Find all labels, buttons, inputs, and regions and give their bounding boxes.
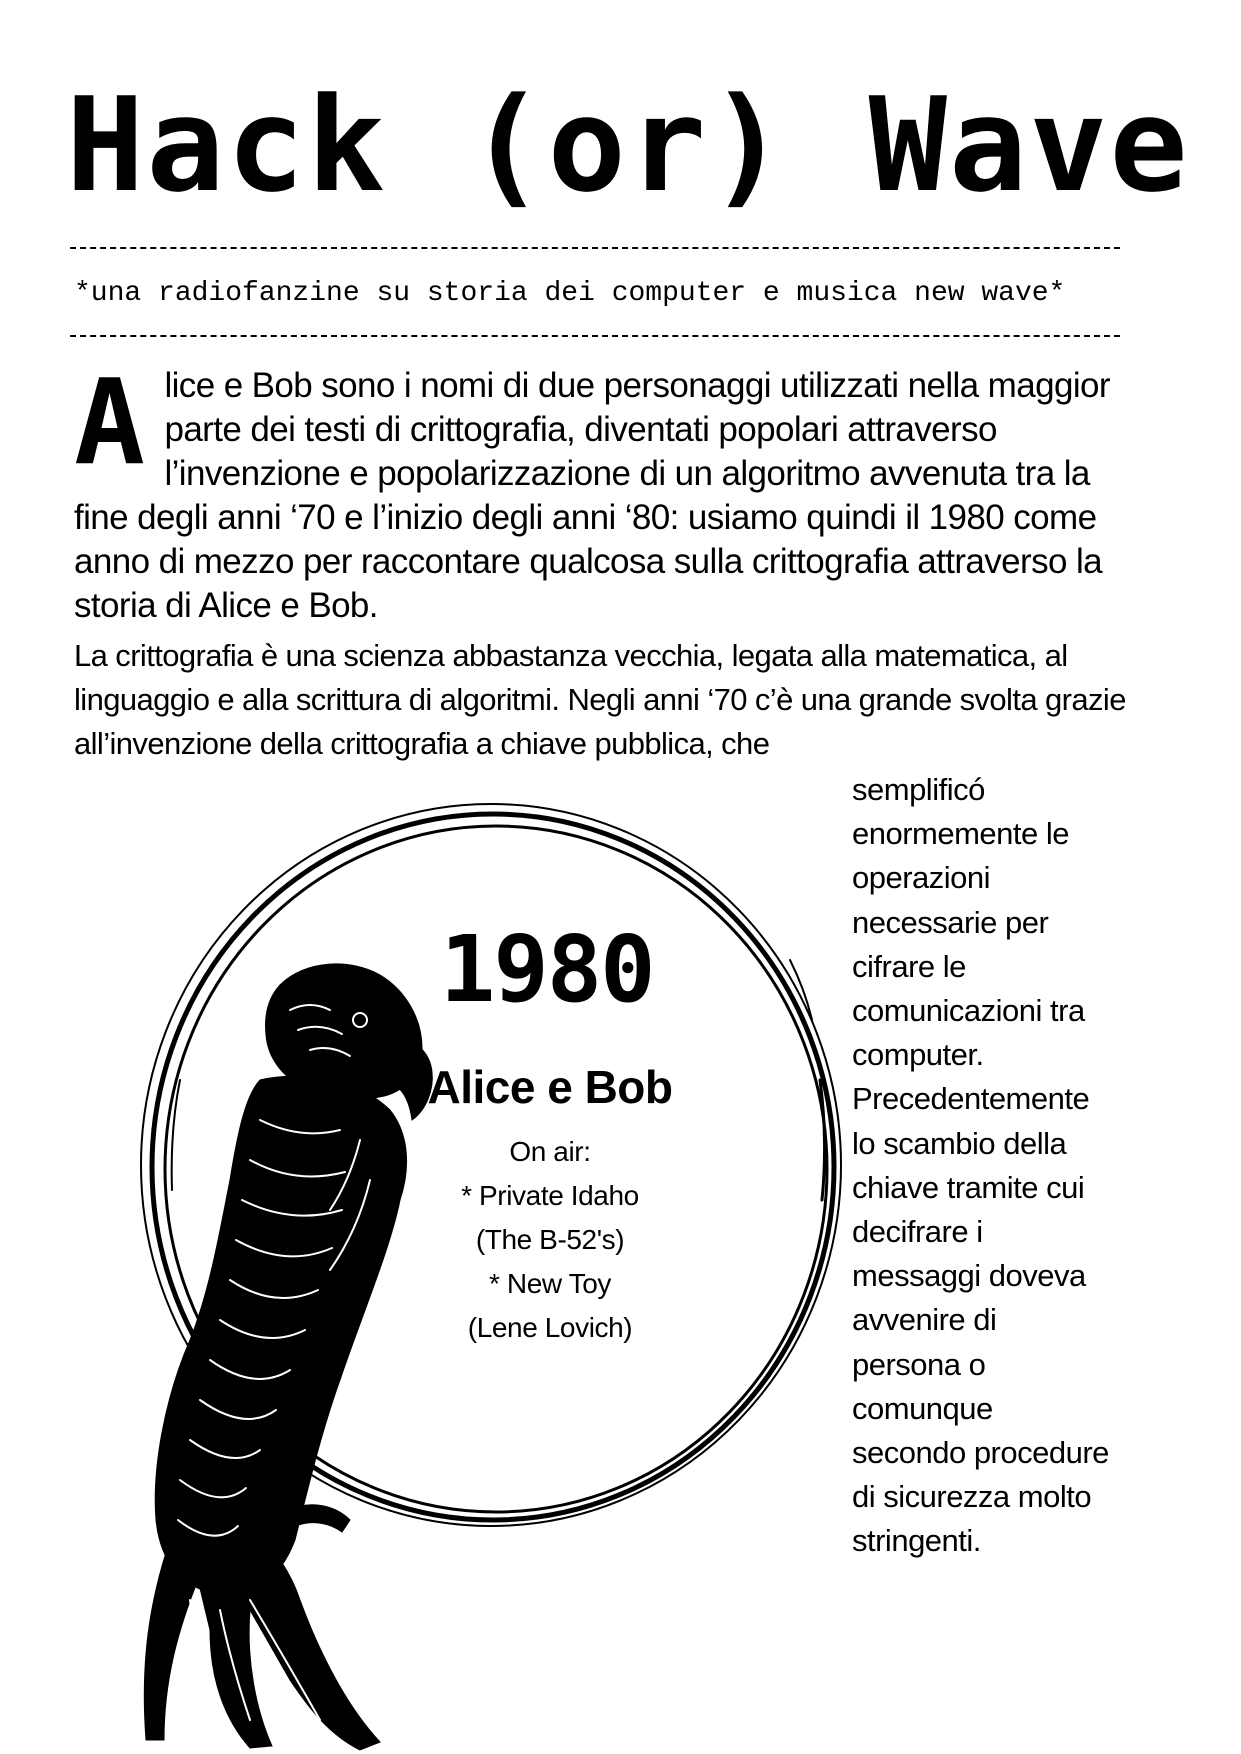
side-column [852, 768, 1142, 1564]
illustration [60, 780, 850, 1754]
side-column-line: chiave tramite cui [852, 1169, 1085, 1205]
zine-title: Hack (or) Wave [66, 69, 1190, 221]
side-column-line: operazioni [852, 860, 991, 896]
dashed-rule-bottom [70, 335, 1120, 337]
drop-cap: A [74, 353, 145, 491]
onair-label: On air: [509, 1136, 591, 1167]
side-column-line: lo scambio della [852, 1125, 1067, 1161]
onair-item: (The B-52's) [475, 1224, 625, 1255]
badge-year: 1980 [440, 916, 654, 1023]
side-column-line: stringenti. [852, 1523, 981, 1559]
onair-item: * New Toy [489, 1268, 611, 1299]
side-column-line: enormemente le [852, 816, 1070, 852]
side-column-line: avvenire di [852, 1302, 997, 1338]
dashed-rule-top [70, 247, 1120, 249]
side-column-line: computer. [852, 1037, 984, 1073]
side-column-line: decifrare i [852, 1214, 983, 1250]
intro-paragraph [74, 353, 1130, 628]
side-column-line: di sicurezza molto [852, 1479, 1092, 1515]
onair-playlist [380, 1130, 720, 1350]
badge-title: Alice e Bob [427, 1061, 673, 1113]
side-column-line: Precedentemente [852, 1081, 1090, 1117]
zine-tagline: *una radiofanzine su storia dei computer e musica new wave* [74, 278, 1066, 309]
side-column-line: comunicazioni tra [852, 993, 1085, 1029]
intro-text: lice e Bob sono i nomi di due personaggi utilizzati nella maggior parte dei testi di crittografia, diventati popolari attraverso l’invenzione e popolarizzazione di un algoritmo avvenuta tra la fine degli anni ‘70 e l’inizio degli anni ‘80: usiamo quindi il 1980 come anno di mezzo per raccontare qualcosa sulla crittografia attraverso la storia di Alice e Bob. [74, 366, 1110, 625]
side-column-line: persona o [852, 1346, 986, 1382]
side-column-line: comunque [852, 1390, 993, 1426]
side-column-line: cifrare le [852, 948, 966, 984]
side-column-line: necessarie per [852, 904, 1049, 940]
side-column-line: messaggi doveva [852, 1258, 1086, 1294]
side-column-line: secondo procedure [852, 1435, 1109, 1471]
body-paragraph: La crittografia è una scienza abbastanza vecchia, legata alla matematica, al linguaggio e alla scrittura di algoritmi. Negli anni ‘70 c’è una grande svolta grazie all’invenzione della crittografia a chiave pubblica, che [74, 638, 1126, 761]
onair-item: (Lene Lovich) [467, 1312, 633, 1343]
side-column-line: semplificó [852, 772, 985, 807]
onair-item: * Private Idaho [461, 1180, 639, 1211]
